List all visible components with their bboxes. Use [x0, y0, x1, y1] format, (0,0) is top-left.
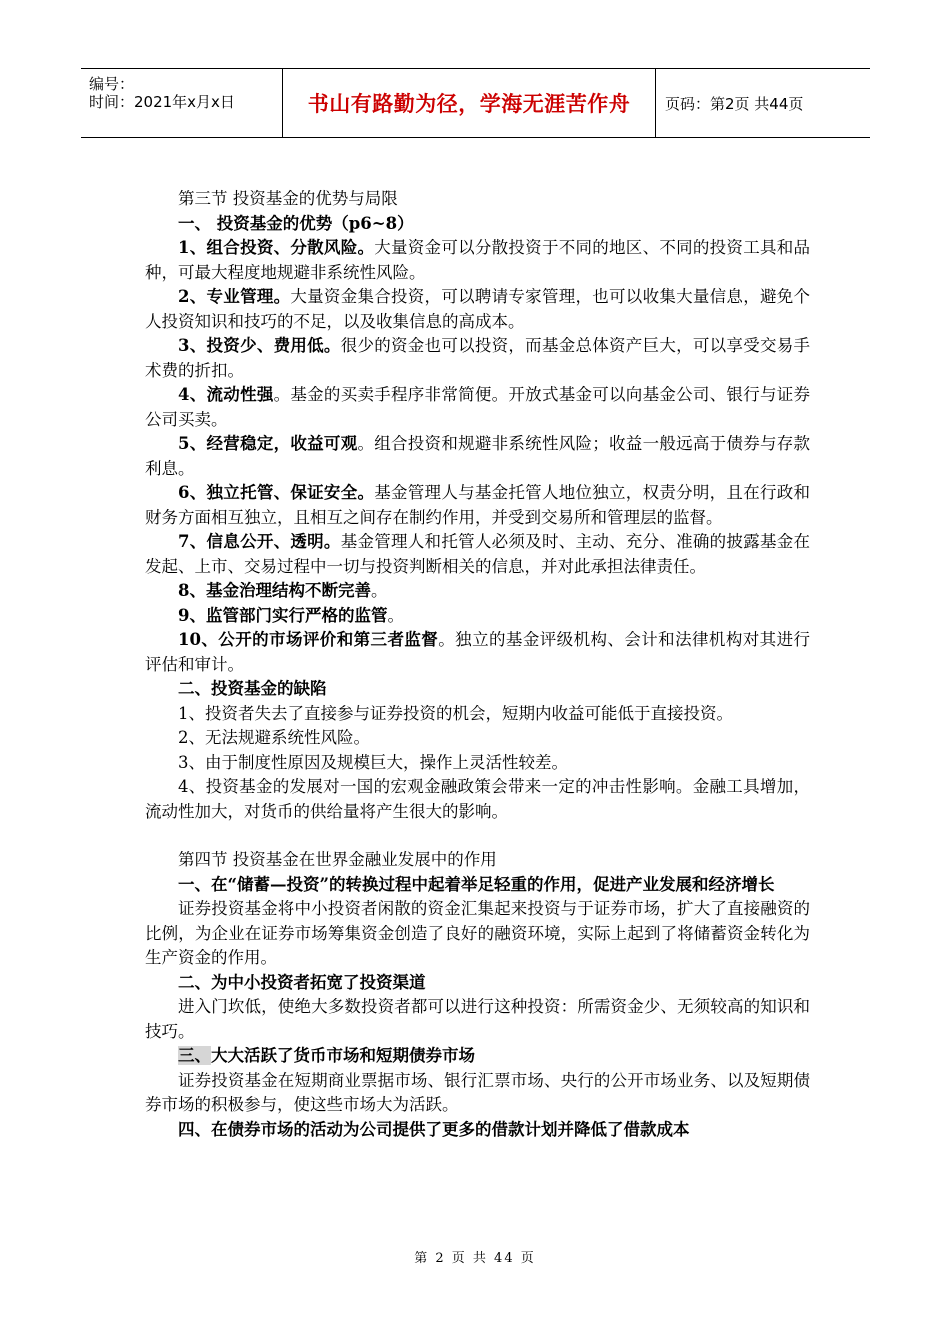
disadvantages-heading: 二、投资基金的缺陷	[178, 679, 327, 698]
advantage-item-title: 8、基金治理结构不断完善	[178, 581, 371, 600]
advantage-item-text: 大量资金集合投资，可以聘请专家管理，也可以收集大量信息，避免个人投资知识和技巧的不足，以及收集信息的高成本。	[145, 287, 811, 331]
disadvantage-item: 1、投资者失去了直接参与证券投资的机会，短期内收益可能低于直接投资。	[178, 703, 733, 723]
advantage-item-text: 很少的资金也可以投资，而基金总体资产巨大，可以享受交易手术费的折扣。	[145, 336, 811, 380]
advantage-item-title: 9、监管部门实行严格的监管	[178, 605, 388, 625]
advantage-item-text: 。独立的基金评级机构、会计和法律机构对其进行评估和审计。	[145, 630, 811, 674]
advantages-heading: 一、 投资基金的优势（p6~8）	[178, 213, 414, 233]
header-page-cell	[655, 69, 870, 137]
advantage-item-title: 7、信息公开、透明。	[178, 532, 341, 551]
disadvantage-item: 3、由于制度性原因及规模巨大，操作上灵活性较差。	[178, 752, 568, 772]
section4-heading-3-text: 大大活跃了货币市场和短期债券市场	[211, 1046, 475, 1065]
section4-heading-1: 一、在“储蓄—投资”的转换过程中起着举足轻重的作用，促进产业发展和经济增长	[178, 874, 775, 894]
advantage-item-text: 。	[387, 605, 404, 625]
header-meta-cell	[81, 69, 281, 137]
serial-label: 编号：	[89, 75, 135, 93]
advantage-item-text: 大量资金可以分散投资于不同的地区、不同的投资工具和品种，可最大程度地规避非系统性风险。	[145, 238, 811, 282]
advantage-item-title: 4、流动性强	[178, 385, 274, 404]
page-header	[81, 68, 870, 138]
section4-heading-4: 四、在债券市场的活动为公司提供了更多的借款计划并降低了借款成本	[178, 1119, 690, 1139]
time-label: 时间：2021年x月x日	[89, 93, 235, 111]
advantage-item-title: 6、独立托管、保证安全。	[178, 483, 375, 502]
section4-title: 第四节 投资基金在世界金融业发展中的作用	[178, 850, 497, 869]
disadvantage-item: 2、无法规避系统性风险。	[178, 728, 370, 747]
advantage-item	[145, 579, 810, 604]
motto: 书山有路勤为径，学海无涯苦作舟	[307, 92, 631, 116]
advantage-item-title: 5、经营稳定，收益可观	[178, 434, 358, 453]
page-footer: 第 2 页 共 44 页	[414, 1251, 536, 1266]
page-code: 页码：第2页 共44页	[665, 94, 804, 113]
header-motto-cell	[282, 69, 656, 137]
advantage-item-text: 。基金的买卖手程序非常简便。开放式基金可以向基金公司、银行与证券公司买卖。	[145, 385, 811, 429]
advantage-item	[145, 628, 810, 677]
advantage-item-title: 10、公开的市场评价和第三者监督	[178, 630, 439, 649]
section4-paragraph-1: 证券投资基金将中小投资者闲散的资金汇集起来投资与于证券市场，扩大了直接融资的比例，为企业在证券市场筹集资金创造了良好的融资环境，实际上起到了将储蓄资金转化为生产资金的作用。	[145, 899, 810, 967]
advantage-item	[145, 236, 810, 285]
advantage-item-title: 2、专业管理。	[178, 287, 291, 306]
section4-paragraph-3: 证券投资基金在短期商业票据市场、银行汇票市场、央行的公开市场业务、以及短期债券市场的积极参与，使这些市场大为活跃。	[145, 1070, 810, 1114]
section-spacer	[145, 824, 810, 848]
advantage-item-text: 。组合投资和规避非系统性风险；收益一般远高于债券与存款利息。	[145, 434, 811, 478]
section4-heading-2: 二、为中小投资者拓宽了投资渠道	[178, 972, 426, 992]
advantage-item-title: 1、组合投资、分散风险。	[178, 238, 375, 257]
document-body	[145, 187, 810, 1142]
advantage-item	[145, 334, 810, 383]
highlighted-prefix: 三、	[178, 1046, 211, 1065]
advantage-item	[145, 530, 810, 579]
disadvantage-item: 4、投资基金的发展对一国的宏观金融政策会带来一定的冲击性影响。金融工具增加，流动性加大，对货币的供给量将产生很大的影响。	[145, 777, 810, 821]
advantage-item-text: 。	[370, 581, 388, 600]
section3-title: 第三节 投资基金的优势与局限	[178, 189, 398, 208]
advantage-item-text: 基金管理人与基金托管人地位独立，权责分明，且在行政和财务方面相互独立，且相互之间存在制约作用，并受到交易所和管理层的监督。	[145, 483, 811, 527]
advantage-item-title: 3、投资少、费用低。	[178, 336, 341, 355]
section4-heading-3	[145, 1044, 810, 1069]
advantage-item	[145, 481, 810, 530]
advantage-item	[145, 432, 810, 481]
advantage-item-text: 基金管理人和托管人必须及时、主动、充分、准确的披露基金在发起、上市、交易过程中一切与投资判断相关的信息，并对此承担法律责任。	[145, 532, 811, 576]
advantage-item	[145, 383, 810, 432]
advantage-item	[145, 604, 810, 629]
advantage-item	[145, 285, 810, 334]
section4-paragraph-2: 进入门坎低，使绝大多数投资者都可以进行这种投资：所需资金少、无须较高的知识和技巧。	[145, 997, 810, 1041]
